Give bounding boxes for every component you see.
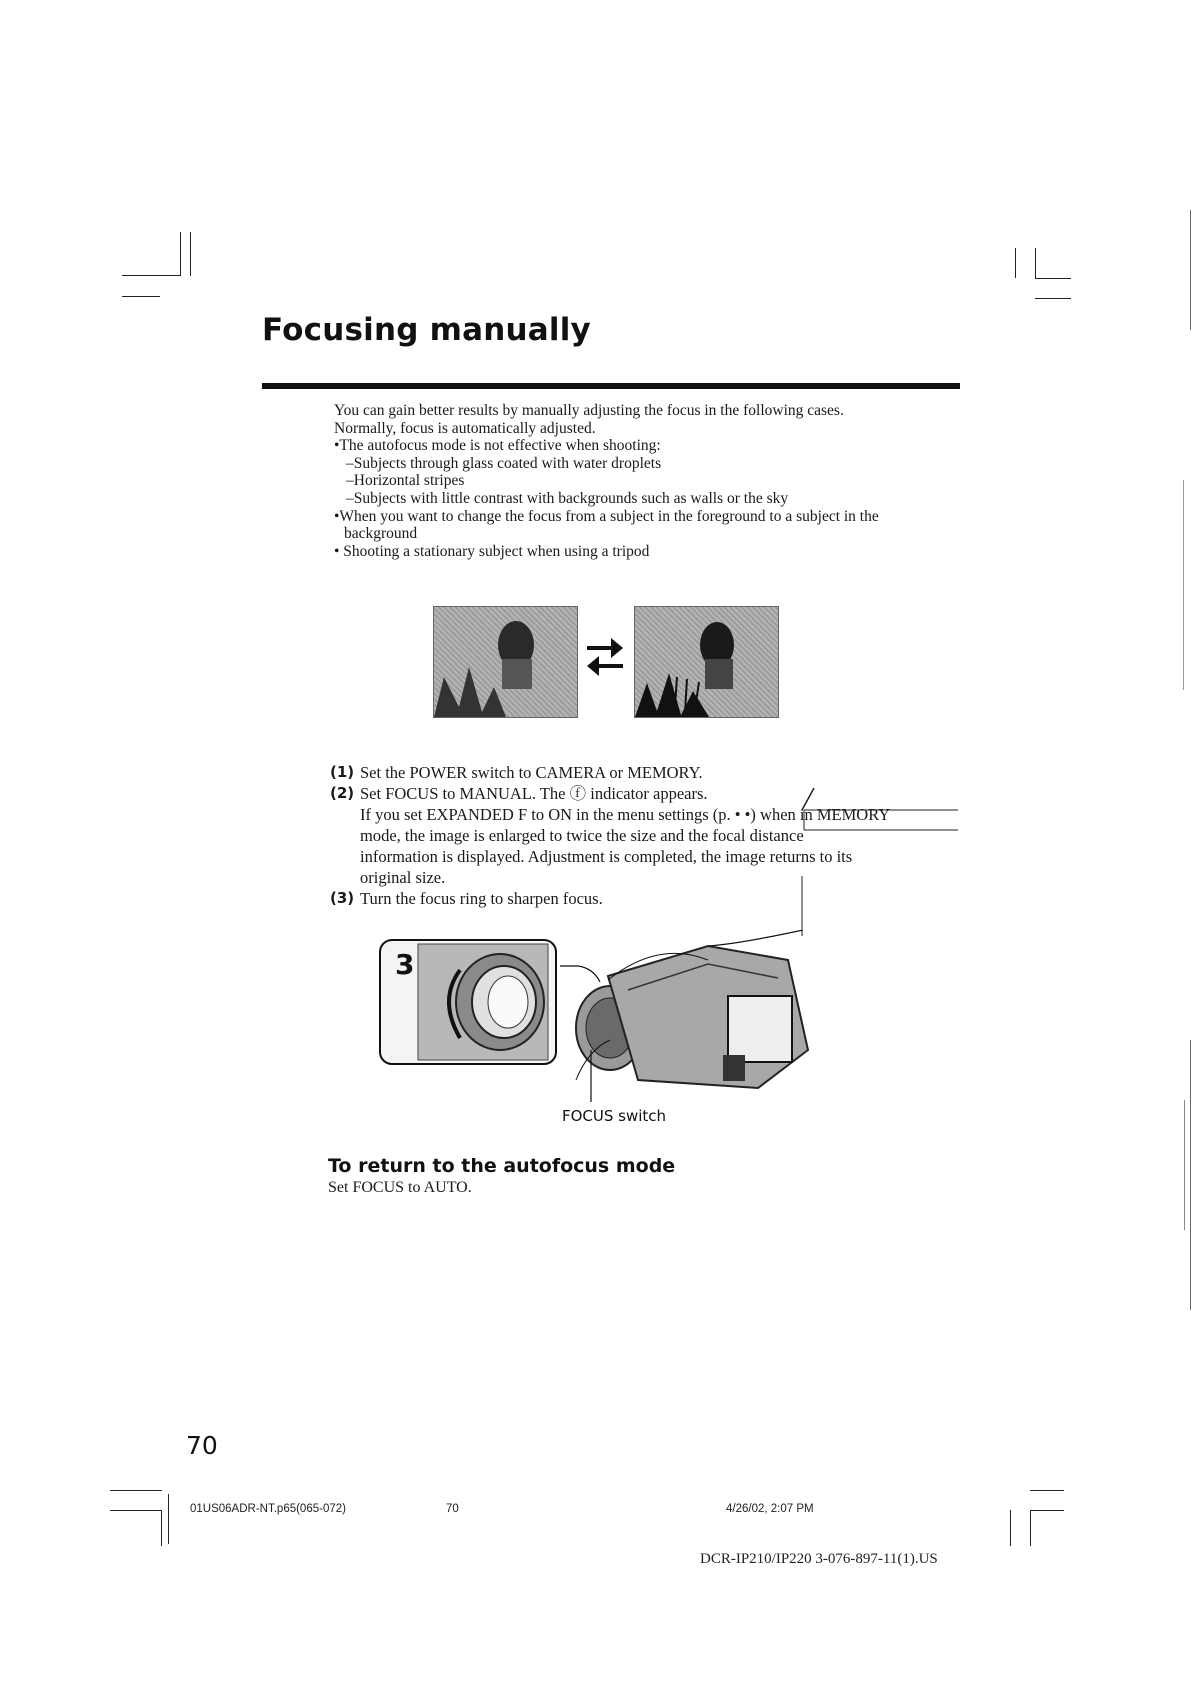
crop-mark [1030, 1510, 1031, 1546]
bullet-subitem: –Subjects through glass coated with water droplets [346, 454, 662, 472]
step-text: Turn the focus ring to sharpen focus. [360, 889, 603, 908]
scan-artifact [1184, 1100, 1185, 1230]
bullet-item: • Shooting a stationary subject when using a tripod [334, 542, 650, 560]
step-text: Set the POWER switch to CAMERA or MEMORY. [360, 763, 703, 782]
footer-file: 01US06ADR-NT.p65(065-072) [190, 1503, 346, 1515]
figure-step-number: 3 [395, 948, 415, 981]
footer-model: DCR-IP210/IP220 3-076-897-11(1).US [700, 1551, 938, 1567]
bullet-item: •The autofocus mode is not effective when shooting: [334, 437, 661, 455]
crop-mark [110, 1510, 162, 1511]
scan-artifact [1190, 1040, 1191, 1310]
step-note-line: information is displayed. Adjustment is completed, the image returns to its [360, 847, 853, 866]
crop-mark [122, 275, 180, 276]
crop-mark [1035, 278, 1071, 279]
bullet-subitem: –Horizontal stripes [346, 472, 465, 490]
crop-mark [190, 232, 191, 276]
step-number: (1) [330, 763, 355, 781]
focus-switch-label: FOCUS switch [562, 1107, 667, 1125]
intro-line: You can gain better results by manually adjusting the focus in the following cases. [334, 402, 844, 419]
page-title: Focusing manually [262, 312, 591, 348]
intro-section [334, 402, 974, 560]
swap-arrows-icon [585, 634, 625, 678]
step-number: (3) [330, 889, 355, 907]
blurred-photo [433, 606, 578, 718]
scan-artifact [1190, 210, 1191, 330]
page-number: 70 [186, 1431, 218, 1460]
crop-mark [110, 1490, 162, 1491]
intro-line: Normally, focus is automatically adjusted. [334, 419, 596, 437]
bullet-continuation: background [344, 525, 418, 543]
crop-mark [180, 232, 181, 276]
scan-artifact [1183, 480, 1184, 690]
crop-mark [1030, 1490, 1064, 1491]
crop-mark [1035, 248, 1036, 278]
camcorder-illustration [378, 930, 838, 1110]
photo-illustration [635, 607, 778, 717]
bullet-subitem: –Subjects with little contrast with backgrounds such as walls or the sky [346, 489, 789, 507]
focused-photo [634, 606, 779, 718]
crop-mark [1030, 1510, 1064, 1511]
handwritten-annotation [780, 784, 980, 944]
step-note-line: If you set EXPANDED F to ON in the menu settings (p. • •) when in MEMORY [360, 805, 891, 824]
crop-mark [1010, 1510, 1011, 1546]
step-text: Set FOCUS to MANUAL. The ⓕ indicator appears. [360, 784, 708, 803]
step-note-line: mode, the image is enlarged to twice the size and the focal distance [360, 826, 804, 845]
crop-mark [1015, 248, 1016, 278]
crop-mark [168, 1494, 169, 1544]
crop-mark [1035, 298, 1071, 299]
step-note-line: original size. [360, 868, 446, 887]
footer-datetime: 4/26/02, 2:07 PM [726, 1503, 814, 1515]
crop-mark [161, 1510, 162, 1546]
step-number: (2) [330, 784, 355, 802]
bullet-item: •When you want to change the focus from a subject in the foreground to a subject in the [334, 507, 879, 525]
crop-mark [122, 296, 160, 297]
subsection-heading: To return to the autofocus mode [328, 1155, 676, 1177]
title-rule [262, 383, 960, 389]
subsection-body: Set FOCUS to AUTO. [328, 1179, 472, 1196]
footer-page: 70 [446, 1503, 459, 1515]
step-item [330, 762, 970, 783]
photo-illustration [434, 607, 577, 717]
